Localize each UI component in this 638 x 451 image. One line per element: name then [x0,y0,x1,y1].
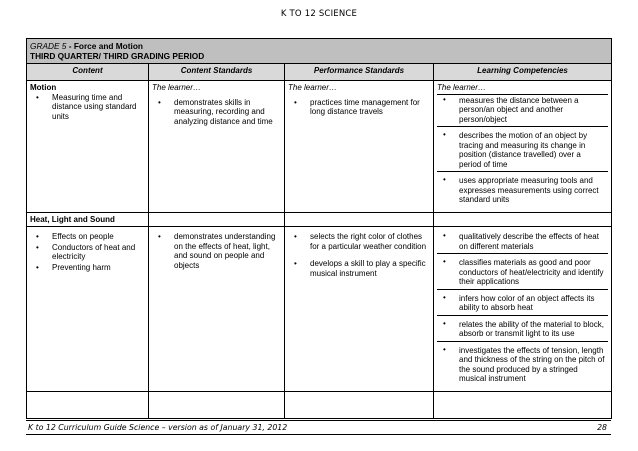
bullet-icon: • [443,344,446,354]
footer-version-note: K to 12 Curriculum Guide Science – version as of January 31, 2012 [28,423,288,432]
content-standards-list [152,232,281,270]
bullet-icon: • [443,292,446,302]
bullet-icon: • [36,92,39,102]
performance-standards-list [288,98,430,117]
bullet-icon: • [36,262,39,272]
performance-standards-list [288,232,430,278]
section-title: Heat, Light and Sound [27,212,149,227]
section-row-motion [27,81,612,213]
list-item: • measures the distance between a person/an object and another person/object [437,95,608,128]
list-item: • uses appropriate measuring tools and expresses measurements using correct standard units [443,175,599,204]
col-header-content-standards: Content Standards [149,64,285,81]
list-item: • practices time management for long distance travels [294,97,420,116]
bullet-icon: • [443,231,446,240]
bullet-icon: • [36,232,39,241]
learning-competencies-cell [434,81,612,213]
bullet-icon: • [443,94,446,104]
section-title-row [27,212,612,227]
bullet-icon: • [294,259,297,268]
learner-label: The learner… [152,83,201,92]
performance-standards-cell [285,227,434,392]
page-footer [26,420,611,435]
title-row [27,39,612,64]
bullet-icon: • [294,97,297,107]
bullet-icon: • [294,232,297,241]
col-header-performance-standards: Performance Standards [285,64,434,81]
title-cell [27,39,612,64]
list-item: • describes the motion of an object by tracing and measuring its change in position (distance travelled) over a period of time [437,130,608,172]
bullet-icon: • [443,257,446,266]
content-standards-cell [149,81,285,213]
grading-period: THIRD QUARTER/ THIRD GRADING PERIOD [30,51,205,61]
list-item: • infers how color of an object affects its ability to absorb heat [437,293,608,316]
list-item: • Preventing harm [36,262,111,272]
competencies-list [437,94,608,207]
competencies-list [437,231,608,386]
column-header-row [27,64,612,81]
list-item: • demonstrates skills in measuring, recording and analyzing distance and time [158,97,273,126]
content-list [30,232,145,272]
list-item: • Conductors of heat and electricity [36,242,136,261]
learner-label: The learner… [288,83,337,92]
list-item: • investigates the effects of tension, length and thickness of the string on the pitch of the sound produced by a stringed musical instrument [443,344,605,383]
bullet-icon: • [158,97,161,107]
learner-label: The learner… [437,83,486,92]
bullet-icon: • [443,130,446,139]
subject-label: Force and Motion [73,41,143,51]
list-item: • classifies materials as good and poor conductors of heat/electricity and identify their applications [437,257,608,290]
bullet-icon: • [443,175,446,184]
performance-standards-cell [285,81,434,213]
list-item: • relates the ability of the material to block, absorb or transmit light to its use [437,319,608,342]
col-header-content: Content [27,64,149,81]
curriculum-table [26,38,612,419]
content-standards-list [152,98,281,127]
section-row-heat-light-sound [27,227,612,392]
grade-label: GRADE 5 [30,41,67,51]
list-item: • demonstrates understanding on the effects of heat, light, and sound on people and objects [158,232,276,270]
content-standards-cell [149,227,285,392]
list-item: • selects the right color of clothes for a particular weather condition [294,232,427,251]
bullet-icon: • [158,232,161,241]
list-item: • Measuring time and distance using standard units [36,92,137,121]
content-cell [27,227,149,392]
col-header-learning-competencies: Learning Competencies [434,64,612,81]
page-header: K TO 12 SCIENCE [280,9,358,19]
title-separator: - [66,41,74,51]
learning-competencies-cell [434,227,612,392]
bullet-icon: • [443,318,446,328]
list-item: • qualitatively describe the effects of heat on different materials [437,231,608,254]
page-number: 28 [597,423,607,432]
section-title: Motion [30,83,57,92]
empty-row [27,391,612,418]
content-list [30,93,145,122]
bullet-icon: • [36,242,39,252]
grade-subject [30,41,608,51]
content-cell [27,81,149,213]
list-item: • Effects on people [36,232,114,241]
list-item: • develops a skill to play a specific musical instrument [294,259,426,278]
